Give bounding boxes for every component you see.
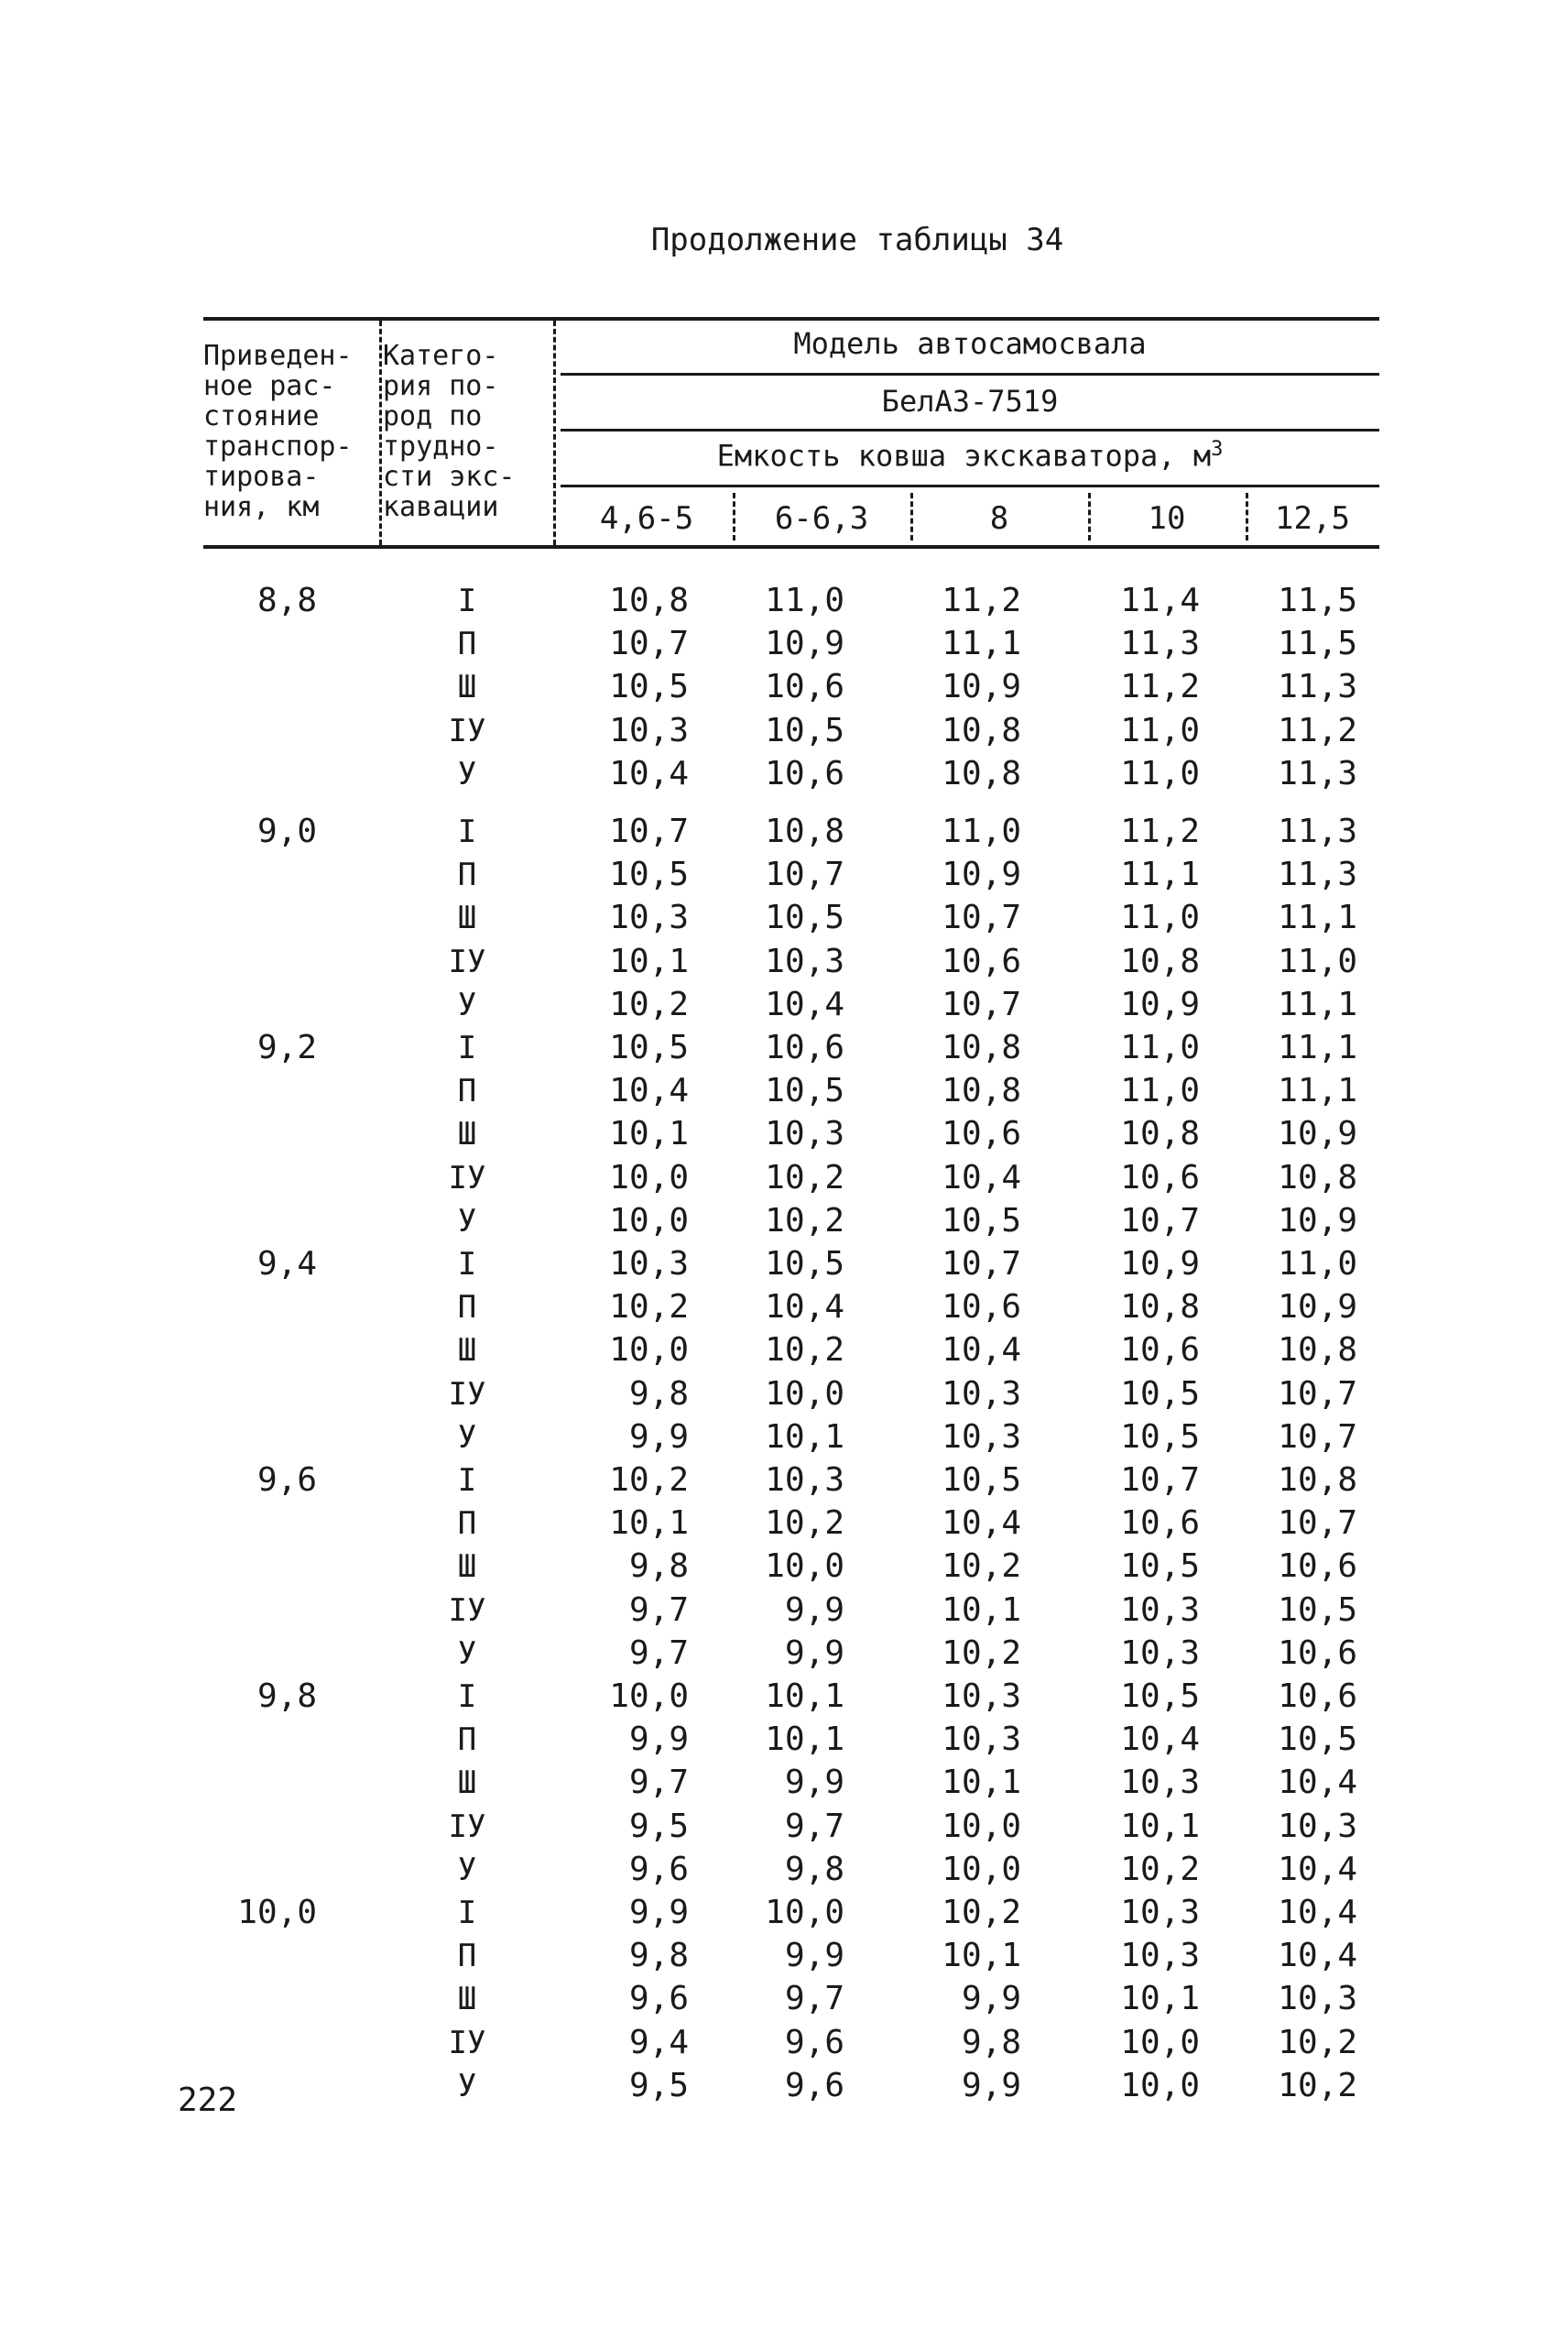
- table-cell: 9,9: [628, 1417, 689, 1456]
- table-cell: 10,5: [765, 711, 844, 749]
- table-cell: 10,0: [609, 1201, 689, 1240]
- table-cell: 9,8: [961, 2023, 1021, 2061]
- table-cell: 10,5: [1120, 1374, 1200, 1413]
- bucket-title: [561, 438, 1379, 474]
- category-value: Ш: [457, 1764, 477, 1802]
- header-bottom-rule: [203, 545, 1379, 549]
- table-cell: 10,2: [609, 1461, 689, 1499]
- table-cell: 10,3: [1278, 1807, 1357, 1845]
- table-caption: Продолжение таблицы 34: [650, 222, 1064, 258]
- table-cell: 10,0: [942, 1807, 1021, 1845]
- table-cell: 11,4: [1120, 582, 1200, 619]
- table-cell: 10,1: [609, 942, 689, 980]
- table-cell: 9,9: [784, 1633, 844, 1672]
- table-cell: 10,1: [609, 1115, 689, 1153]
- table-cell: 10,7: [1120, 1461, 1200, 1499]
- table-cell: 10,8: [1120, 1115, 1200, 1153]
- table-cell: 9,7: [784, 1980, 844, 2018]
- table-cell: 10,4: [765, 985, 844, 1023]
- table-cell: 11,2: [1278, 711, 1357, 749]
- distance-header-line: тирова-: [203, 461, 320, 493]
- table-cell: 10,5: [1120, 1417, 1200, 1456]
- category-value: П: [457, 1505, 477, 1543]
- table-cell: 11,0: [1120, 754, 1200, 792]
- distance-header-line: стояние: [203, 400, 320, 432]
- category-value: У: [457, 1634, 477, 1672]
- distance-value: 9,2: [256, 1029, 317, 1066]
- category-header-line: рия по-: [383, 370, 499, 402]
- table-cell: 10,7: [1120, 1201, 1200, 1240]
- table-cell: 10,1: [1120, 1807, 1200, 1845]
- table-cell: 10,2: [609, 1288, 689, 1327]
- table-cell: 10,0: [609, 1331, 689, 1370]
- table-cell: 10,3: [1120, 1633, 1200, 1672]
- table-cell: 10,8: [942, 1072, 1021, 1110]
- table-cell: 10,5: [609, 1029, 689, 1066]
- bucket-size-header: 8: [989, 500, 1009, 537]
- table-cell: 10,3: [765, 942, 844, 980]
- category-value: У: [457, 755, 477, 792]
- category-value: У: [457, 1851, 477, 1888]
- category-value: IУ: [448, 1159, 486, 1196]
- table-cell: 10,6: [942, 1288, 1021, 1327]
- category-value: IУ: [448, 712, 486, 749]
- model-name: БелАЗ-7519: [881, 384, 1059, 419]
- table-cell: 10,0: [765, 1374, 844, 1413]
- table-cell: 10,1: [765, 1417, 844, 1456]
- bucket-unit-sup: 3: [1211, 438, 1224, 461]
- table-cell: 10,8: [609, 582, 689, 619]
- table-cell: 10,0: [1120, 2066, 1200, 2104]
- table-cell: 11,0: [1278, 942, 1357, 980]
- table-cell: 10,5: [609, 668, 689, 706]
- table-cell: 11,1: [1278, 1072, 1357, 1110]
- table-cell: 11,3: [1278, 856, 1357, 894]
- category-value: IУ: [448, 1375, 486, 1413]
- table-cell: 10,5: [1278, 1590, 1357, 1629]
- bucket-title-text: Емкость ковша экскаватора, м: [716, 438, 1212, 474]
- category-header-line: род по: [383, 400, 483, 432]
- table-cell: 10,8: [942, 754, 1021, 792]
- table-cell: 11,1: [1278, 899, 1357, 937]
- category-value: У: [457, 986, 477, 1023]
- table-cell: 10,1: [609, 1504, 689, 1543]
- table-cell: 10,2: [765, 1331, 844, 1370]
- table-cell: 10,4: [765, 1288, 844, 1327]
- table-cell: 9,6: [628, 1850, 689, 1888]
- table-cell: 10,4: [1278, 1937, 1357, 1975]
- table-cell: 10,4: [609, 754, 689, 792]
- table-cell: 10,0: [1120, 2023, 1200, 2061]
- table-cell: 10,1: [1120, 1980, 1200, 2018]
- table-cell: 10,8: [1278, 1461, 1357, 1499]
- table-cell: 11,1: [942, 625, 1021, 663]
- table-cell: 10,7: [942, 985, 1021, 1023]
- table-cell: 11,0: [1120, 711, 1200, 749]
- table-cell: 10,2: [942, 1894, 1021, 1931]
- table-cell: 10,5: [942, 1201, 1021, 1240]
- table-cell: 10,5: [1120, 1677, 1200, 1715]
- table-cell: 11,1: [1120, 856, 1200, 894]
- table-cell: 10,7: [1278, 1374, 1357, 1413]
- category-value: У: [457, 2067, 477, 2104]
- table-cell: 10,3: [1120, 1764, 1200, 1802]
- table-cell: 9,8: [628, 1374, 689, 1413]
- category-header-line: сти экс-: [383, 461, 516, 493]
- table-cell: 10,3: [1120, 1590, 1200, 1629]
- category-value: П: [457, 1938, 477, 1975]
- table-cell: 10,8: [1120, 1288, 1200, 1327]
- table-cell: 10,3: [1278, 1980, 1357, 2018]
- table-cell: 10,5: [609, 856, 689, 894]
- table-cell: 9,6: [628, 1980, 689, 2018]
- table-cell: 10,9: [1120, 985, 1200, 1023]
- table-cell: 9,7: [628, 1633, 689, 1672]
- table-cell: 10,6: [942, 942, 1021, 980]
- table-cell: 11,1: [1278, 985, 1357, 1023]
- table-cell: 9,9: [628, 1721, 689, 1759]
- table-cell: 10,1: [942, 1937, 1021, 1975]
- table-cell: 11,2: [1120, 813, 1200, 850]
- table-cell: 9,8: [628, 1937, 689, 1975]
- table-cell: 9,5: [628, 1807, 689, 1845]
- table-cell: 10,7: [1278, 1417, 1357, 1456]
- table-cell: 11,3: [1278, 668, 1357, 706]
- table-cell: 11,1: [1278, 1029, 1357, 1066]
- table-cell: 10,2: [765, 1201, 844, 1240]
- table-cell: 10,8: [765, 813, 844, 850]
- distance-value: 8,8: [256, 582, 317, 619]
- model-under-rule: [561, 373, 1379, 376]
- category-value: I: [457, 1246, 477, 1283]
- table-cell: 10,3: [942, 1374, 1021, 1413]
- table-cell: 9,9: [961, 1980, 1021, 2018]
- table-cell: 10,5: [765, 1072, 844, 1110]
- size-separator-1: [733, 493, 735, 541]
- table-cell: 10,0: [609, 1158, 689, 1196]
- table-cell: 10,0: [765, 1894, 844, 1931]
- category-value: Ш: [457, 669, 477, 706]
- category-header-line: трудно-: [383, 431, 499, 463]
- table-cell: 11,2: [942, 582, 1021, 619]
- table-cell: 10,4: [1278, 1764, 1357, 1802]
- category-value: IУ: [448, 943, 486, 980]
- table-cell: 10,9: [1278, 1288, 1357, 1327]
- table-cell: 10,2: [1278, 2066, 1357, 2104]
- table-cell: 10,4: [942, 1331, 1021, 1370]
- category-value: Ш: [457, 1548, 477, 1586]
- distance-header-line: Приведен-: [203, 340, 353, 372]
- table-cell: 10,7: [609, 625, 689, 663]
- table-cell: 10,2: [1278, 2023, 1357, 2061]
- table-cell: 9,8: [784, 1850, 844, 1888]
- table-cell: 10,8: [1278, 1331, 1357, 1370]
- category-value: I: [457, 583, 477, 619]
- category-value: У: [457, 1418, 477, 1456]
- table-cell: 10,3: [609, 711, 689, 749]
- table-cell: 10,3: [942, 1417, 1021, 1456]
- table-cell: 10,6: [765, 668, 844, 706]
- distance-value: 9,0: [256, 813, 317, 850]
- table-cell: 10,3: [609, 899, 689, 937]
- table-cell: 10,1: [942, 1590, 1021, 1629]
- table-cell: 10,4: [1120, 1721, 1200, 1759]
- table-cell: 10,6: [1278, 1547, 1357, 1586]
- category-value: Ш: [457, 1116, 477, 1153]
- table-cell: 9,8: [628, 1547, 689, 1586]
- table-cell: 10,1: [765, 1677, 844, 1715]
- table-cell: 11,0: [1120, 899, 1200, 937]
- table-cell: 9,9: [784, 1590, 844, 1629]
- category-value: П: [457, 857, 477, 894]
- bucket-size-header: 4,6-5: [599, 500, 694, 537]
- table-cell: 9,7: [628, 1590, 689, 1629]
- table-cell: 11,0: [1120, 1072, 1200, 1110]
- table-cell: 11,3: [1120, 625, 1200, 663]
- table-cell: 10,4: [1278, 1850, 1357, 1888]
- col-separator-2: [553, 321, 556, 545]
- table-cell: 10,4: [942, 1504, 1021, 1543]
- category-value: П: [457, 1721, 477, 1759]
- category-header-line: кавации: [383, 491, 499, 523]
- table-cell: 10,7: [942, 1245, 1021, 1283]
- table-cell: 10,6: [1120, 1331, 1200, 1370]
- category-value: IУ: [448, 1808, 486, 1845]
- table-cell: 10,2: [1120, 1850, 1200, 1888]
- table-cell: 9,7: [628, 1764, 689, 1802]
- table-cell: 10,3: [765, 1115, 844, 1153]
- table-cell: 10,5: [1278, 1721, 1357, 1759]
- table-cell: 10,7: [942, 899, 1021, 937]
- table-cell: 10,7: [1278, 1504, 1357, 1543]
- table-cell: 10,2: [609, 985, 689, 1023]
- category-value: П: [457, 1073, 477, 1110]
- distance-value: 9,6: [256, 1461, 317, 1499]
- table-cell: 9,9: [628, 1894, 689, 1931]
- distance-value: 10,0: [237, 1894, 317, 1931]
- distance-header-line: ное рас-: [203, 370, 336, 402]
- distance-header-line: транспор-: [203, 431, 353, 463]
- table-cell: 11,3: [1278, 813, 1357, 850]
- col-separator-1: [379, 321, 382, 545]
- table-cell: 11,2: [1120, 668, 1200, 706]
- table-cell: 11,0: [942, 813, 1021, 850]
- category-value: I: [457, 1678, 477, 1715]
- table-cell: 10,3: [942, 1721, 1021, 1759]
- table-cell: 9,9: [784, 1937, 844, 1975]
- category-value: I: [457, 1462, 477, 1499]
- table-cell: 10,7: [609, 813, 689, 850]
- bucket-size-header: 6-6,3: [774, 500, 869, 537]
- table-cell: 10,6: [1120, 1504, 1200, 1543]
- table-cell: 10,7: [765, 856, 844, 894]
- table-cell: 10,3: [1120, 1894, 1200, 1931]
- table-cell: 10,2: [942, 1547, 1021, 1586]
- table-cell: 9,9: [784, 1764, 844, 1802]
- table-cell: 10,6: [1120, 1158, 1200, 1196]
- distance-value: 9,8: [256, 1677, 317, 1715]
- table-cell: 10,6: [942, 1115, 1021, 1153]
- table-cell: 10,3: [1120, 1937, 1200, 1975]
- table-cell: 10,8: [942, 1029, 1021, 1066]
- category-value: IУ: [448, 1591, 486, 1629]
- size-separator-2: [910, 493, 913, 541]
- table-cell: 10,1: [942, 1764, 1021, 1802]
- table-cell: 10,9: [1278, 1201, 1357, 1240]
- table-cell: 10,5: [942, 1461, 1021, 1499]
- table-cell: 10,8: [1120, 942, 1200, 980]
- table-cell: 10,4: [609, 1072, 689, 1110]
- table-cell: 10,9: [942, 668, 1021, 706]
- table-cell: 9,4: [628, 2023, 689, 2061]
- bucket-under-rule: [561, 485, 1379, 487]
- table-cell: 11,0: [1278, 1245, 1357, 1283]
- category-value: П: [457, 626, 477, 663]
- category-header-line: Катего-: [383, 340, 499, 372]
- table-cell: 9,6: [784, 2023, 844, 2061]
- table-cell: 11,5: [1278, 582, 1357, 619]
- category-value: Ш: [457, 900, 477, 937]
- table-cell: 10,9: [765, 625, 844, 663]
- table-cell: 10,8: [942, 711, 1021, 749]
- table-cell: 10,4: [942, 1158, 1021, 1196]
- table-cell: 9,9: [961, 2066, 1021, 2104]
- table-cell: 10,8: [1278, 1158, 1357, 1196]
- table-cell: 10,0: [609, 1677, 689, 1715]
- table-cell: 10,2: [765, 1504, 844, 1543]
- table-cell: 10,6: [1278, 1677, 1357, 1715]
- table-cell: 11,3: [1278, 754, 1357, 792]
- category-value: IУ: [448, 2024, 486, 2061]
- bucket-size-header: 12,5: [1275, 500, 1350, 537]
- table-cell: 10,2: [765, 1158, 844, 1196]
- table-cell: 10,2: [942, 1633, 1021, 1672]
- page-number: 222: [178, 2081, 238, 2119]
- distance-value: 9,4: [256, 1245, 317, 1283]
- category-value: Ш: [457, 1332, 477, 1370]
- table-cell: 11,5: [1278, 625, 1357, 663]
- table-cell: 10,3: [942, 1677, 1021, 1715]
- table-cell: 10,4: [1278, 1894, 1357, 1931]
- table-cell: 10,0: [942, 1850, 1021, 1888]
- category-value: I: [457, 814, 477, 850]
- category-value: У: [457, 1202, 477, 1240]
- table-cell: 10,5: [765, 1245, 844, 1283]
- table-cell: 10,1: [765, 1721, 844, 1759]
- category-value: I: [457, 1895, 477, 1931]
- modelname-under-rule: [561, 429, 1379, 432]
- table-cell: 11,0: [1120, 1029, 1200, 1066]
- distance-header-line: ния, км: [203, 491, 320, 523]
- category-value: П: [457, 1289, 477, 1327]
- table-cell: 10,3: [765, 1461, 844, 1499]
- category-value: I: [457, 1030, 477, 1066]
- table-cell: 10,6: [765, 1029, 844, 1066]
- table-cell: 10,5: [765, 899, 844, 937]
- table-cell: 10,5: [1120, 1547, 1200, 1586]
- category-value: Ш: [457, 1981, 477, 2018]
- table-cell: 9,5: [628, 2066, 689, 2104]
- table-cell: 10,3: [609, 1245, 689, 1283]
- bucket-size-header: 10: [1148, 500, 1186, 537]
- table-cell: 10,9: [942, 856, 1021, 894]
- table-cell: 10,0: [765, 1547, 844, 1586]
- table-cell: 9,7: [784, 1807, 844, 1845]
- table-cell: 11,0: [765, 582, 844, 619]
- table-cell: 10,9: [1120, 1245, 1200, 1283]
- table-cell: 10,9: [1278, 1115, 1357, 1153]
- table-cell: 10,6: [765, 754, 844, 792]
- table-cell: 10,6: [1278, 1633, 1357, 1672]
- model-title: Модель автосамосвала: [793, 326, 1147, 361]
- table-cell: 9,6: [784, 2066, 844, 2104]
